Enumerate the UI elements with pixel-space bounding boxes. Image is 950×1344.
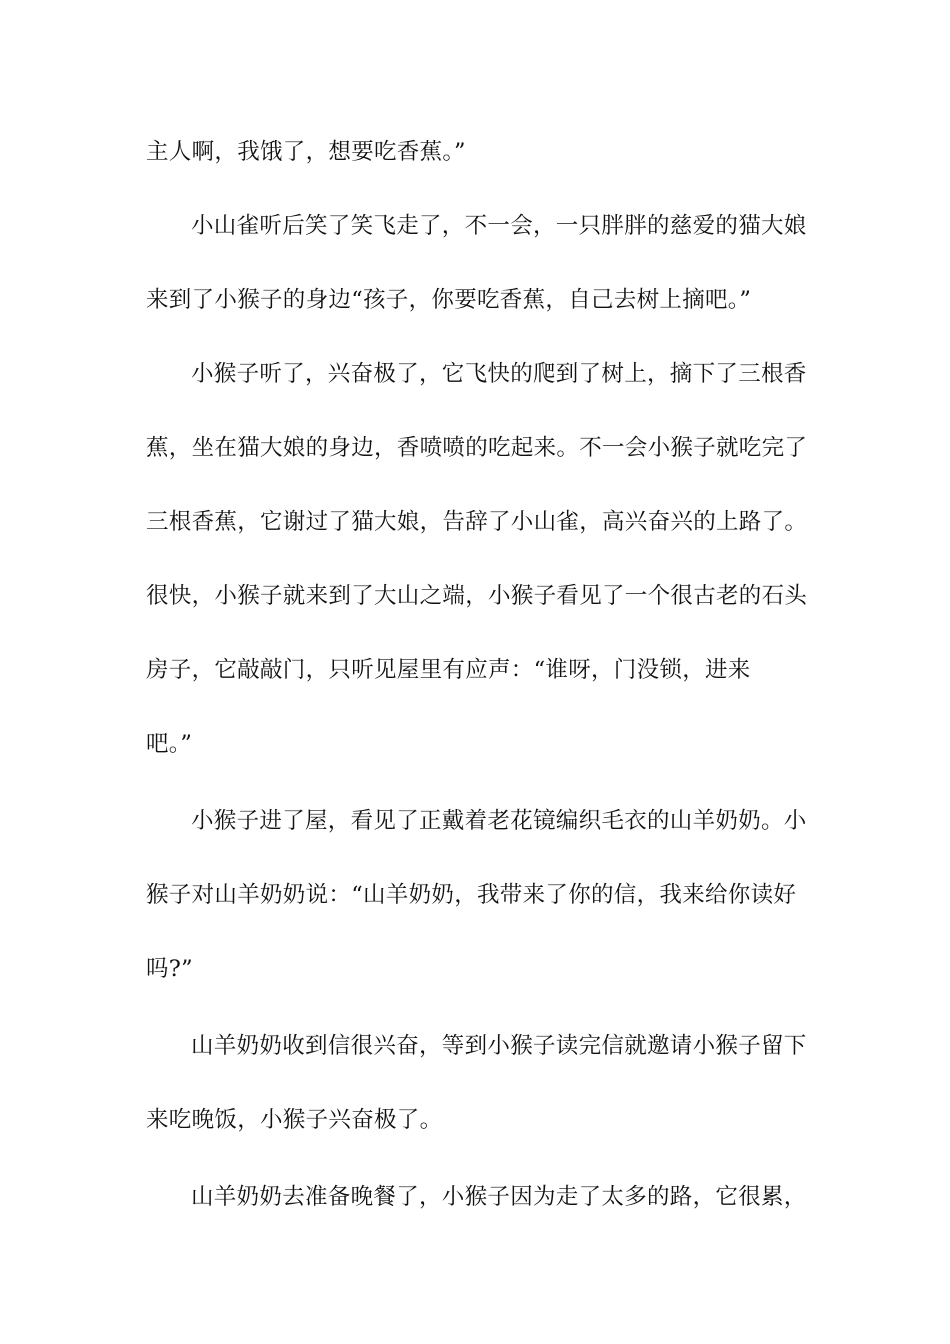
text-line: 房子，它敲敲门，只听见屋里有应声：“谁呀，门没锁，进来 (146, 657, 751, 683)
text-line: 来到了小猴子的身边“孩子，你要吃香蕉，自己去树上摘吧。” (146, 287, 752, 313)
paragraph-start-line: 小猴子进了屋，看见了正戴着老花镜编织毛衣的山羊奶奶。小 (191, 808, 807, 834)
text-line: 蕉，坐在猫大娘的身边，香喷喷的吃起来。不一会小猴子就吃完了 (146, 435, 808, 461)
text-line: 很快，小猴子就来到了大山之端，小猴子看见了一个很古老的石头 (146, 583, 808, 609)
text-line: 来吃晚饭，小猴子兴奋极了。 (146, 1107, 443, 1133)
text-line: 三根香蕉，它谢过了猫大娘，告辞了小山雀，高兴奋兴的上路了。 (146, 509, 808, 535)
text-line: 吗?” (146, 956, 193, 982)
paragraph-start-line: 小山雀听后笑了笑飞走了，不一会，一只胖胖的慈爱的猫大娘 (191, 213, 807, 239)
paragraph-start-line: 山羊奶奶收到信很兴奋，等到小猴子读完信就邀请小猴子留下 (191, 1033, 807, 1059)
text-line: 主人啊，我饿了，想要吃香蕉。” (146, 139, 466, 165)
text-line: 吧。” (146, 731, 193, 757)
text-line: 猴子对山羊奶奶说：“山羊奶奶，我带来了你的信，我来给你读好 (146, 882, 797, 908)
paragraph-start-line: 山羊奶奶去准备晚餐了，小猴子因为走了太多的路，它很累， (191, 1184, 807, 1210)
paragraph-start-line: 小猴子听了，兴奋极了，它飞快的爬到了树上，摘下了三根香 (191, 361, 807, 387)
